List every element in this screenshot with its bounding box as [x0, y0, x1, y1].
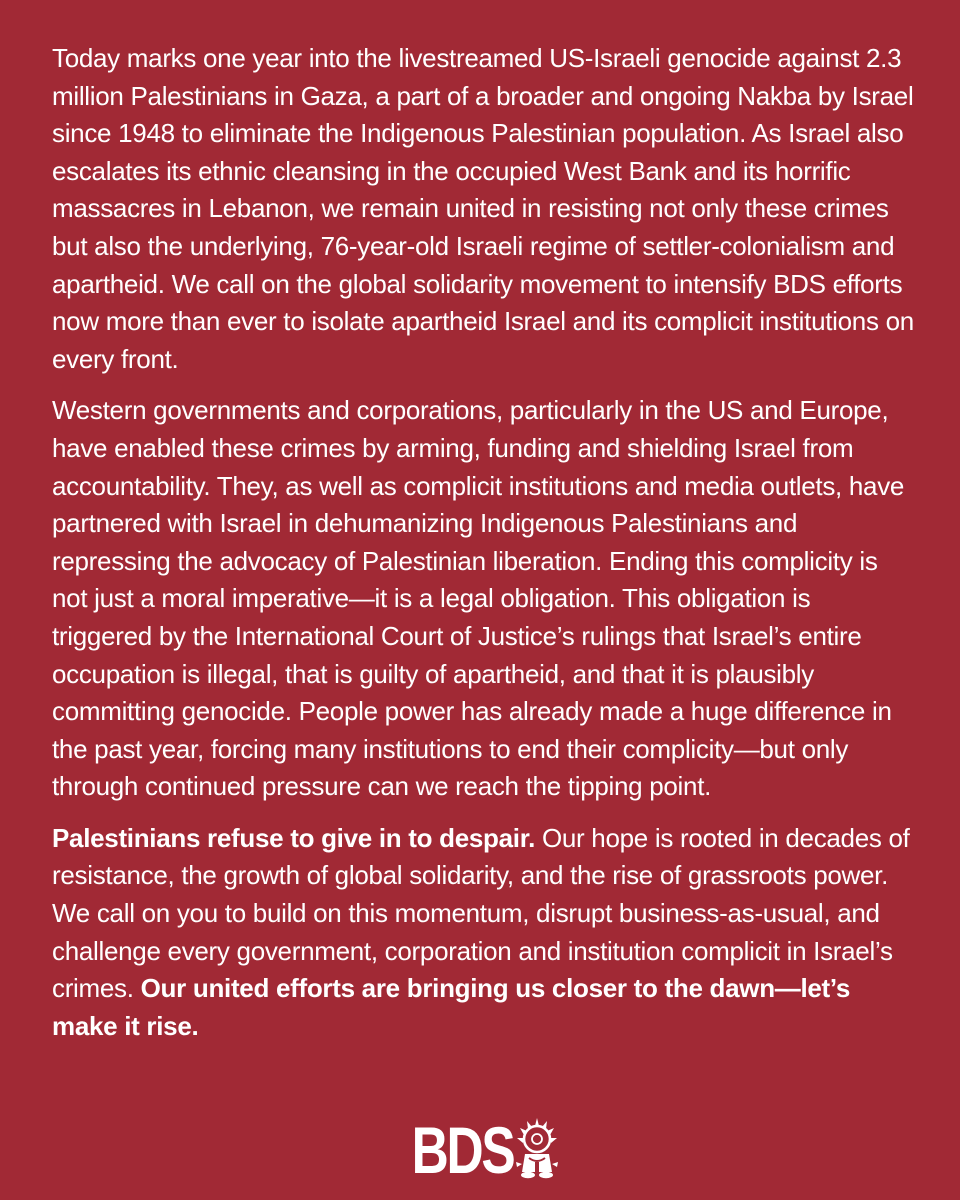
statement-body — [52, 40, 914, 1045]
paragraph-complicity: Western governments and corporations, particularly in the US and Europe, have enabled these crimes by arming, funding and shielding Israel from accountability. They, as well as complicit institutions and media outlets, have partnered with Israel in dehumanizing Indigenous Palestinians and repressing the advocacy of Palestinian liberation. Ending this complicity is not just a moral imperative—it is a legal obligation. This obligation is triggered by the International Court of Justice’s rulings that Israel’s entire occupation is illegal, that is guilty of apartheid, and that it is plausibly committing genocide. People power has already made a huge difference in the past year, forcing many institutions to end their complicity—but only through continued pressure can we reach the tipping point. — [52, 395, 905, 802]
paragraph-hope — [52, 820, 914, 1046]
bds-logo — [401, 1113, 559, 1187]
paragraph-one-year: Today marks one year into the livestreamed US-Israeli genocide against 2.3 million Palestinians in Gaza, a part of a broader and ongoing Nakba by Israel since 1948 to eliminate the Indigenous Palestinian population. As Israel also escalates its ethnic cleansing in the occupied West Bank and its horrific massacres in Lebanon, we remain united in resisting not only these crimes but also the underlying, 76-year-old Israeli regime of settler-colonialism and apartheid. We call on the global solidarity movement to intensify BDS efforts now more than ever to isolate apartheid Israel and its complicit institutions on every front. — [52, 43, 914, 374]
handala-icon — [515, 1118, 559, 1180]
hope-body-text: Our hope is rooted in decades of resistance, the growth of global solidarity, and the rise of grassroots power. We call on you to build on this momentum, disrupt business-as-usual, and challenge every government, corporation and institution complicit in Israel’s crimes. — [52, 822, 910, 1004]
bds-logo-text: BDS — [411, 1113, 514, 1187]
closing-bold-sentence: Our united efforts are bringing us closer to the dawn—let’s make it rise. — [52, 973, 851, 1041]
lead-bold-sentence: Palestinians refuse to give in to despair. — [52, 822, 536, 853]
footer — [0, 1113, 960, 1188]
